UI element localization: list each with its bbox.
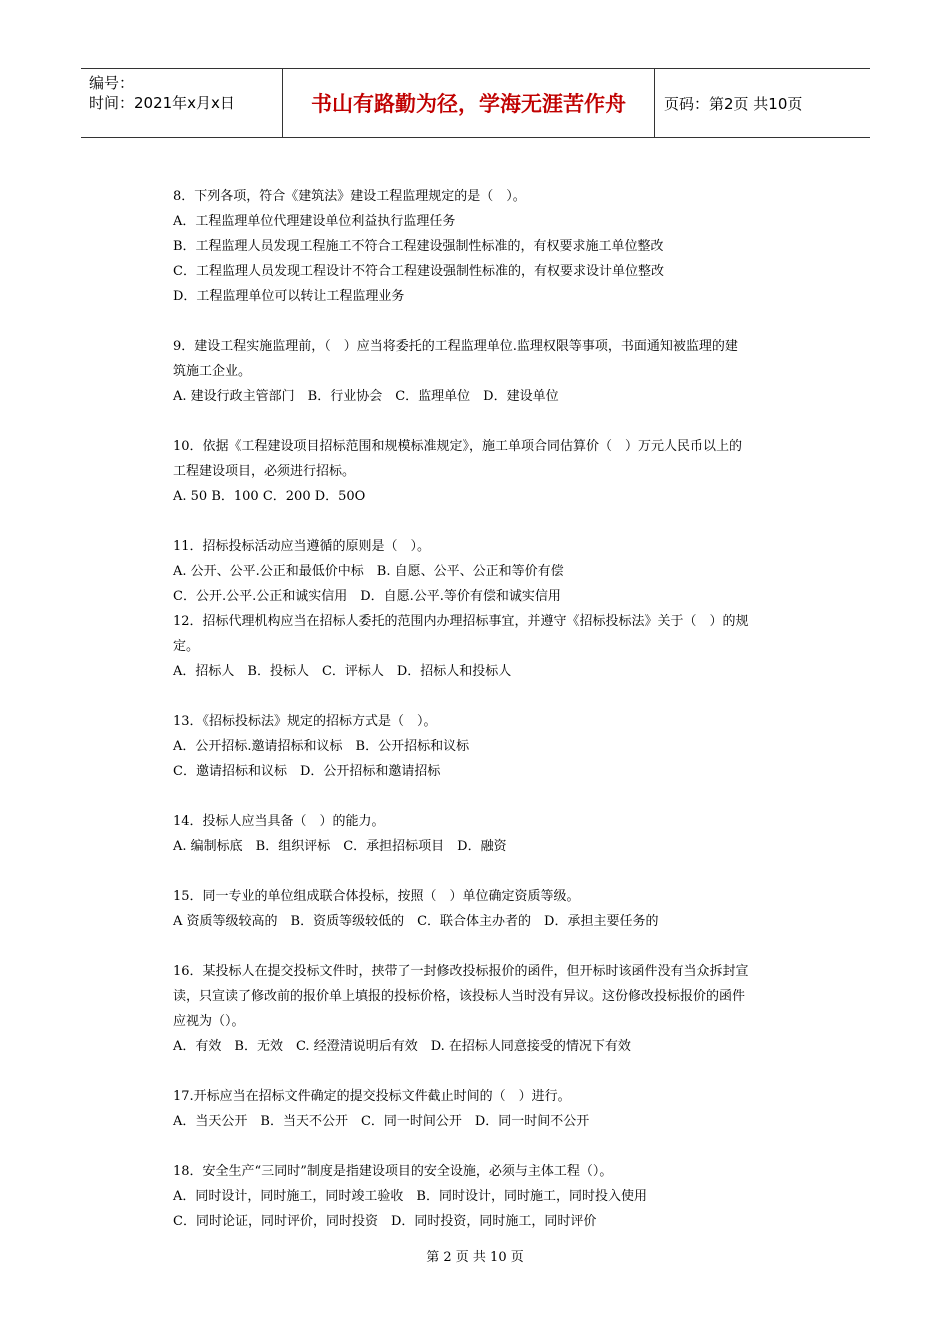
question-line: A．有效 B．无效 C. 经澄清说明后有效 D. 在招标人同意接受的情况下有效: [173, 1039, 631, 1054]
question-block: [173, 434, 813, 509]
question-line: 11．招标投标活动应当遵循的原则是（ ）。: [173, 539, 431, 554]
question-block: [173, 959, 813, 1059]
question-line: A 资质等级较高的 B．资质等级较低的 C．联合体主办者的 D．承担主要任务的: [173, 914, 659, 929]
question-block: [173, 1084, 813, 1134]
question-line: C．公开.公平.公正和诚实信用 D．自愿.公平.等价有偿和诚实信用: [173, 589, 561, 604]
question-line: 16．某投标人在提交投标文件时，挟带了一封修改投标报价的函件，但开标时该函件没有当众拆封宣: [173, 964, 749, 979]
block-spacer: [173, 409, 813, 434]
document-number-label: 编号：: [89, 74, 135, 92]
question-list: [173, 184, 813, 1234]
question-line: 12．招标代理机构应当在招标人委托的范围内办理招标事宜，并遵守《招标投标法》关于（ ）的规: [173, 614, 749, 629]
question-line: 工程建设项目，必须进行招标。: [173, 464, 356, 479]
question-line: 17.开标应当在招标文件确定的提交投标文件截止时间的（ ）进行。: [173, 1089, 571, 1104]
question-line: A. 建设行政主管部门 B．行业协会 C．监理单位 D．建设单位: [173, 389, 559, 404]
question-block: [173, 334, 813, 409]
question-line: 18．安全生产“三同时”制度是指建设项目的安全设施，必须与主体工程（）。: [173, 1164, 613, 1179]
question-line: A. 公开、公平.公正和最低价中标 B. 自愿、公平、公正和等价有偿: [173, 564, 564, 579]
question-line: 15．同一专业的单位组成联合体投标，按照（ ）单位确定资质等级。: [173, 889, 580, 904]
question-line: D．工程监理单位可以转让工程监理业务: [173, 289, 405, 304]
question-line: 读，只宣读了修改前的报价单上填报的投标价格，该投标人当时没有异议。这份修改投标报价的函件: [173, 989, 746, 1004]
question-block: [173, 809, 813, 859]
question-line: A. 50 B．100 C．200 D．50O: [173, 489, 366, 504]
question-block: [173, 1159, 813, 1234]
question-line: 应视为（）。: [173, 1014, 245, 1029]
question-line: 9．建设工程实施监理前，（ ）应当将委托的工程监理单位.监理权限等事项，书面通知被监理的建: [173, 339, 738, 354]
question-line: A．当天公开 B．当天不公开 C．同一时间公开 D．同一时间不公开: [173, 1114, 590, 1129]
question-line: 筑施工企业。: [173, 364, 252, 379]
header-page-info: 页码：第2页 共10页: [664, 94, 803, 113]
question-line: C．同时论证，同时评价，同时投资 D．同时投资，同时施工，同时评价: [173, 1214, 597, 1229]
question-line: 8．下列各项，符合《建筑法》建设工程监理规定的是（ ）。: [173, 189, 526, 204]
block-spacer: [173, 859, 813, 884]
block-spacer: [173, 309, 813, 334]
question-line: 13．《招标投标法》规定的招标方式是（ ）。: [173, 714, 437, 729]
question-line: C．邀请招标和议标 D．公开招标和邀请招标: [173, 764, 441, 779]
question-block: [173, 709, 813, 784]
header-motto: 书山有路勤为径，学海无涯苦作舟: [311, 92, 626, 116]
page-footer: 第 2 页 共 10 页: [426, 1250, 524, 1265]
question-line: A．招标人 B．投标人 C．评标人 D．招标人和投标人: [173, 664, 512, 679]
question-line: 14．投标人应当具备（ ）的能力。: [173, 814, 385, 829]
document-time-label: 时间：2021年x月x日: [89, 94, 235, 112]
question-line: B．工程监理人员发现工程施工不符合工程建设强制性标准的，有权要求施工单位整改: [173, 239, 664, 254]
header-meta: [89, 73, 279, 113]
page-header: [81, 68, 870, 138]
question-line: A. 编制标底 B．组织评标 C．承担招标项目 D．融资: [173, 839, 507, 854]
block-spacer: [173, 784, 813, 809]
question-block: [173, 184, 813, 309]
block-spacer: [173, 684, 813, 709]
question-line: C．工程监理人员发现工程设计不符合工程建设强制性标准的，有权要求设计单位整改: [173, 264, 664, 279]
block-spacer: [173, 934, 813, 959]
block-spacer: [173, 1134, 813, 1159]
block-spacer: [173, 1059, 813, 1084]
header-divider: [654, 69, 655, 137]
question-line: A．公开招标.邀请招标和议标 B．公开招标和议标: [173, 739, 470, 754]
question-line: A．工程监理单位代理建设单位利益执行监理任务: [173, 214, 456, 229]
question-line: A．同时设计，同时施工，同时竣工验收 B．同时设计，同时施工，同时投入使用: [173, 1189, 647, 1204]
question-block: [173, 884, 813, 934]
block-spacer: [173, 509, 813, 534]
question-line: 10．依据《工程建设项目招标范围和规模标准规定》，施工单项合同估算价（ ）万元人民币以上的: [173, 439, 743, 454]
question-line: 定。: [173, 639, 200, 654]
question-block: [173, 534, 813, 684]
